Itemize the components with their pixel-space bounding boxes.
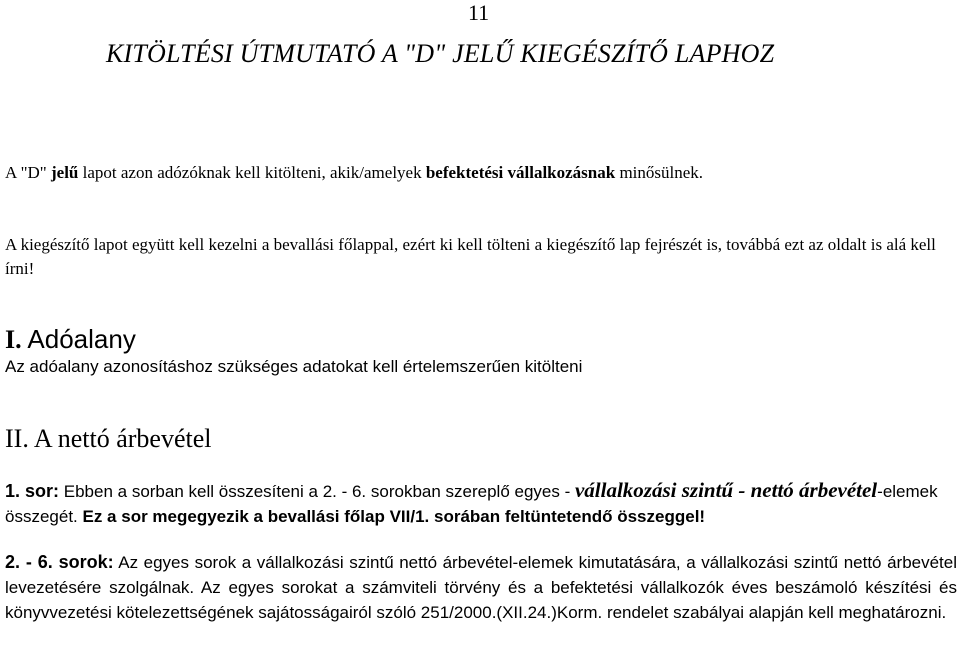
section-body-adoalany: Az adóalany azonosításhoz szükséges adatokat kell értelemszerűen kitölteni <box>5 357 583 376</box>
section-number: II. <box>5 424 29 453</box>
row-1-text-1: Ebben a sorban kell összesíteni a 2. - 6. sorokban szereplő egyes - <box>59 482 575 501</box>
section-heading-netto-arbevetel <box>5 424 212 454</box>
document-title: KITÖLTÉSI ÚTMUTATÓ A "D" JELŰ KIEGÉSZÍTŐ LAPHOZ <box>106 39 775 68</box>
intro-text-3: minősülnek. <box>615 163 704 182</box>
row-label: 1. sor: <box>5 481 60 501</box>
row-1-description <box>5 478 957 529</box>
intro-bold-2: befektetési vállalkozásnak <box>425 163 616 182</box>
section-heading-adoalany <box>5 324 136 355</box>
section-title: Adóalany <box>27 324 136 354</box>
row-label: 2. - 6. sorok: <box>5 552 114 572</box>
instruction-paragraph: A kiegészítő lapot együtt kell kezelni a bevallási főlappal, ezért ki kell tölteni a kiegészítő lap fejrészét is, továbbá ezt az oldalt is alá kell írni! <box>5 235 936 278</box>
rows-2-6-description <box>5 550 957 625</box>
intro-text-1: A "D" <box>5 163 51 182</box>
page-number: 11 <box>468 0 490 25</box>
rows-2-6-text: Az egyes sorok a vállalkozási szintű nettó árbevétel-elemek kimutatására, a vállalkozási szintű nettó árbevétel levezetésére szolgálnak. Az egyes sorokat a számviteli törvény és a befektetési vállalkozók éves beszámoló készítési és könyvvezetési kötelezettségének sajátosságairól szóló 251/2000.(XII.24.)Korm. rendelet szabályai alapján kell meghatározni. <box>5 553 958 622</box>
intro-paragraph <box>5 161 957 185</box>
intro-bold-1: jelű <box>51 163 79 182</box>
section-number: I. <box>5 325 22 354</box>
row-1-bold-note: Ez a sor megegyezik a bevallási főlap VII/1. sorában feltüntetendő összeggel! <box>82 507 706 526</box>
row-1-text-2: -elemek összegét. <box>5 482 938 526</box>
section-title: A nettó árbevétel <box>33 424 212 453</box>
intro-text-2: lapot azon adózóknak kell kitölteni, akik/amelyek <box>78 163 426 182</box>
row-1-emphasis: vállalkozási szintű - nettó árbevétel <box>574 478 878 502</box>
